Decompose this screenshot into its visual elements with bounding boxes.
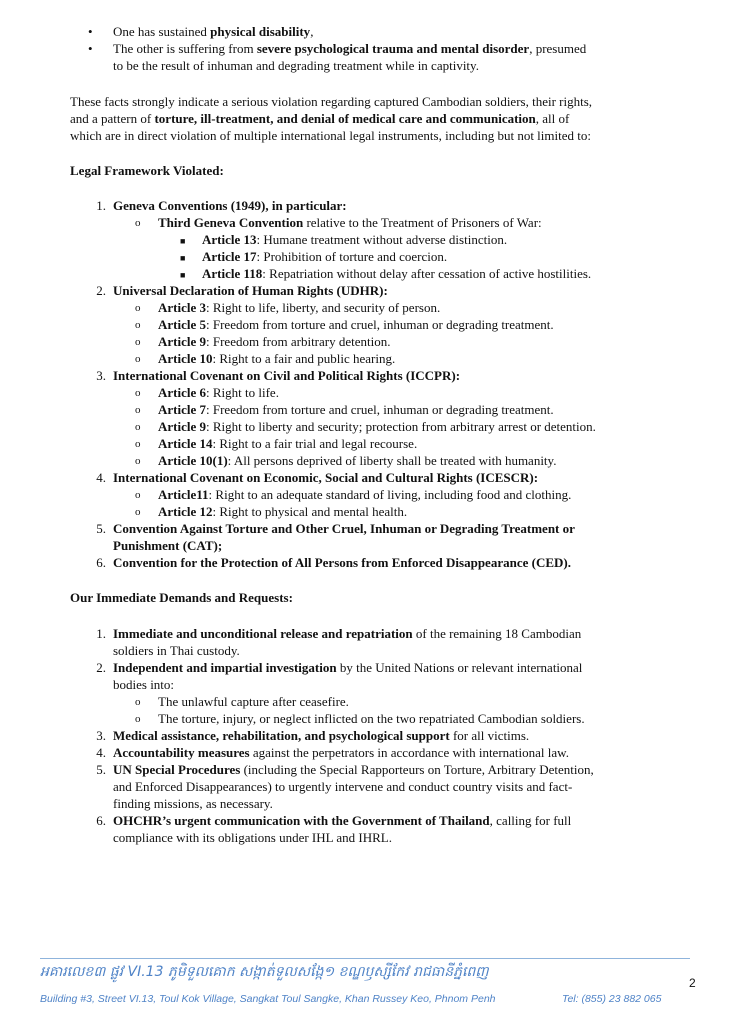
bullet-2 [88, 41, 93, 58]
demand-text: , calling for full [489, 813, 572, 828]
bullet-2-line-2: to be the result of inhuman and degrading treatment while in captivity. [113, 58, 479, 73]
iccpr-article-14 [158, 436, 417, 453]
iccpr-article-9 [158, 419, 596, 436]
bullet-1 [88, 24, 93, 41]
demand-2-sub-1: The unlawful capture after ceasefire. [158, 694, 349, 709]
demand-2-number: 2. [96, 660, 106, 675]
legal-item-1-title: Geneva Conventions (1949), in particular: [113, 198, 347, 213]
legal-item-5-line-1: Convention Against Torture and Other Cruel, Inhuman or Degrading Treatment or [113, 521, 575, 536]
circle-bullet: o [135, 387, 141, 399]
demand-bold: Immediate and unconditional release and repatriation [113, 626, 413, 641]
article-bold: Article 3 [158, 300, 207, 315]
circle-bullet: o [135, 404, 141, 416]
circle-bullet: o [135, 319, 141, 331]
circle-bullet: o [135, 713, 141, 725]
circle-bullet: o [135, 421, 141, 433]
footer-khmer-address: អគារលេខ៣ ផ្លូវ VI.13 ភូមិទួលគោក សង្កាត់ទួលសង្កែ១ ខណ្ឌឫស្សីកែវ រាជធានីភ្នំពេញ [40, 964, 489, 980]
article-text: : Freedom from arbitrary detention. [206, 334, 391, 349]
demand-bold: Accountability measures [113, 745, 250, 760]
article-text: : Freedom from torture and cruel, inhuman or degrading treatment. [206, 402, 554, 417]
circle-bullet: o [135, 506, 141, 518]
paragraph-line-2 [70, 111, 569, 128]
article-text: : Right to an adequate standard of living, including food and clothing. [208, 487, 572, 502]
paragraph-line-3: which are in direct violation of multiple international legal instruments, including but not limited to: [70, 128, 591, 143]
demand-1-number: 1. [96, 626, 106, 641]
demand-text: against the perpetrators in accordance with international law. [249, 745, 569, 760]
circle-bullet: o [135, 353, 141, 365]
footer-divider [40, 958, 690, 959]
circle-bullet: o [135, 302, 141, 314]
article-bold: Article 14 [158, 436, 213, 451]
square-bullet: ■ [180, 236, 186, 246]
bullet-dot: • [88, 24, 93, 39]
article-17 [202, 249, 447, 266]
demand-text: (including the Special Rapporteurs on Torture, Arbitrary Detention, [240, 762, 594, 777]
demand-2-line-1 [113, 660, 582, 677]
legal-item-2-title: Universal Declaration of Human Rights (UDHR): [113, 283, 388, 298]
article-bold: Article 118 [202, 266, 263, 281]
demand-bold: Medical assistance, rehabilitation, and psychological support [113, 728, 450, 743]
demands-heading: Our Immediate Demands and Requests: [70, 590, 293, 605]
demand-4-number: 4. [96, 745, 106, 760]
demand-5-number: 5. [96, 762, 106, 777]
article-bold: Article 6 [158, 385, 207, 400]
iccpr-article-7 [158, 402, 554, 419]
bullet-text: , presumed [529, 41, 587, 56]
demand-5-line-2: and Enforced Disappearances) to urgently intervene and conduct country visits and fact- [113, 779, 573, 794]
demand-text: of the remaining 18 Cambodian [412, 626, 582, 641]
iccpr-article-10-1 [158, 453, 556, 470]
article-bold: Article 9 [158, 419, 207, 434]
legal-item-3-number: 3. [96, 368, 106, 383]
udhr-article-10 [158, 351, 395, 368]
udhr-article-9 [158, 334, 391, 351]
bullet-bold: severe psychological trauma and mental disorder [256, 41, 530, 56]
demand-bold: Independent and impartial investigation [113, 660, 337, 675]
demand-6-number: 6. [96, 813, 106, 828]
article-text: : Right to life. [206, 385, 279, 400]
article-bold: Article 7 [158, 402, 207, 417]
article-text: : Repatriation without delay after cessation of active hostilities. [262, 266, 592, 281]
article-text: : Right to life, liberty, and security of person. [206, 300, 441, 315]
article-bold: Article 12 [158, 504, 213, 519]
demand-1-line-2: soldiers in Thai custody. [113, 643, 240, 658]
article-bold: Article 10 [158, 351, 213, 366]
demand-1-line-1 [113, 626, 581, 643]
legal-item-2-number: 2. [96, 283, 106, 298]
demand-2-sub-2: The torture, injury, or neglect inflicted on the two repatriated Cambodian soldiers. [158, 711, 585, 726]
circle-bullet: o [135, 438, 141, 450]
paragraph-bold: torture, ill-treatment, and denial of medical care and communication [154, 111, 536, 126]
bullet-2-text [113, 41, 586, 58]
article-text: : Prohibition of torture and coercion. [256, 249, 448, 264]
article-bold: Article 10(1) [158, 453, 228, 468]
circle-bullet: o [135, 489, 141, 501]
legal-framework-heading: Legal Framework Violated: [70, 163, 224, 178]
article-13 [202, 232, 507, 249]
bullet-bold: physical disability [210, 24, 311, 39]
paragraph-text: , all of [535, 111, 570, 126]
demand-2-line-2: bodies into: [113, 677, 175, 692]
article-118 [202, 266, 591, 283]
demand-text: by the United Nations or relevant international [336, 660, 583, 675]
legal-item-4-title: International Covenant on Economic, Social and Cultural Rights (ICESCR): [113, 470, 539, 485]
demand-6-line-2: compliance with its obligations under IHL and IHRL. [113, 830, 392, 845]
demand-5-line-3: finding missions, as necessary. [113, 796, 273, 811]
article-bold: Article 17 [202, 249, 257, 264]
article-text: : Right to physical and mental health. [212, 504, 408, 519]
article-text: : Right to a fair and public hearing. [212, 351, 396, 366]
paragraph-text: and a pattern of [70, 111, 155, 126]
square-bullet: ■ [180, 270, 186, 280]
demand-bold: OHCHR’s urgent communication with the Government of Thailand [113, 813, 490, 828]
bullet-dot: • [88, 41, 93, 56]
sub-bold: Third Geneva Convention [158, 215, 304, 230]
demand-4-line-1 [113, 745, 569, 762]
legal-item-5-line-2: Punishment (CAT); [113, 538, 223, 553]
sub-text: relative to the Treatment of Prisoners of War: [303, 215, 542, 230]
legal-item-1-sub [158, 215, 542, 232]
circle-bullet: o [135, 455, 141, 467]
square-bullet: ■ [180, 253, 186, 263]
demand-bold: UN Special Procedures [113, 762, 241, 777]
udhr-article-5 [158, 317, 554, 334]
bullet-1-text [113, 24, 313, 41]
circle-bullet: o [135, 696, 141, 708]
legal-item-5-number: 5. [96, 521, 106, 536]
icescr-article-12 [158, 504, 407, 521]
legal-item-1-number: 1. [96, 198, 106, 213]
article-bold: Article 13 [202, 232, 257, 247]
page-number: 2 [689, 976, 696, 990]
bullet-text: The other is suffering from [113, 41, 257, 56]
legal-item-6-title: Convention for the Protection of All Persons from Enforced Disappearance (CED). [113, 555, 571, 570]
udhr-article-3 [158, 300, 440, 317]
demand-3-number: 3. [96, 728, 106, 743]
bullet-text: One has sustained [113, 24, 211, 39]
article-text: : Freedom from torture and cruel, inhuman or degrading treatment. [206, 317, 554, 332]
article-bold: Article11 [158, 487, 209, 502]
footer-telephone: Tel: (855) 23 882 065 [562, 993, 662, 1005]
demand-3-line-1 [113, 728, 529, 745]
circle-bullet: o [135, 336, 141, 348]
legal-item-4-number: 4. [96, 470, 106, 485]
demand-6-line-1 [113, 813, 571, 830]
footer-address: Building #3, Street VI.13, Toul Kok Village, Sangkat Toul Sangke, Khan Russey Keo, Phnom Penh [40, 993, 496, 1005]
circle-bullet: o [135, 217, 141, 229]
article-text: : Right to liberty and security; protection from arbitrary arrest or detention. [206, 419, 596, 434]
demand-5-line-1 [113, 762, 594, 779]
article-bold: Article 9 [158, 334, 207, 349]
article-text: : Humane treatment without adverse distinction. [256, 232, 508, 247]
article-text: : Right to a fair trial and legal recourse. [212, 436, 418, 451]
bullet-text: , [310, 24, 314, 39]
legal-item-6-number: 6. [96, 555, 106, 570]
article-text: : All persons deprived of liberty shall be treated with humanity. [227, 453, 557, 468]
article-bold: Article 5 [158, 317, 207, 332]
iccpr-article-6 [158, 385, 279, 402]
paragraph-line-1: These facts strongly indicate a serious violation regarding captured Cambodian soldiers, their rights, [70, 94, 593, 109]
demand-text: for all victims. [449, 728, 530, 743]
legal-item-3-title: International Covenant on Civil and Political Rights (ICCPR): [113, 368, 461, 383]
icescr-article-11 [158, 487, 571, 504]
